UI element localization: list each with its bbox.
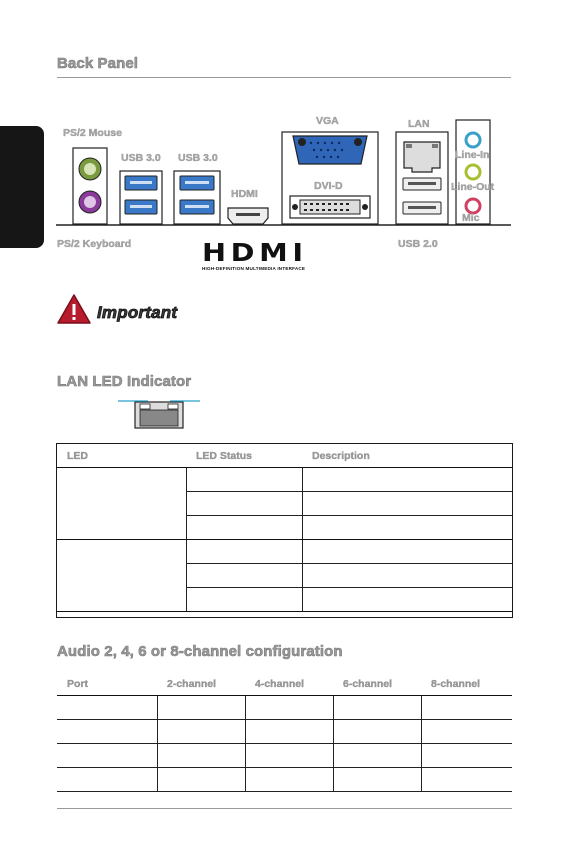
led-left-icon bbox=[140, 404, 150, 409]
led-right-icon bbox=[168, 404, 178, 409]
ps2-keyboard-label: PS/2 Keyboard bbox=[57, 238, 132, 250]
lan-table-frame bbox=[56, 443, 513, 618]
audio-col-header: 4-channel bbox=[245, 672, 333, 696]
lan-col-header: LED Status bbox=[186, 444, 302, 468]
audio-col-header: 6-channel bbox=[333, 672, 421, 696]
lan-col-header: LED bbox=[57, 444, 186, 468]
audio-table-header-row bbox=[57, 672, 512, 696]
footer-divider bbox=[57, 808, 512, 809]
audio-config-title: Audio 2, 4, 6 or 8-channel configuration bbox=[57, 643, 343, 660]
important-label: Important bbox=[97, 303, 178, 322]
usb30-label: USB 3.0 bbox=[121, 152, 161, 164]
ps2-mouse-label: PS/2 Mouse bbox=[63, 127, 122, 139]
table-row bbox=[57, 744, 512, 768]
dvi-d-label: DVI-D bbox=[314, 180, 343, 192]
table-row bbox=[57, 696, 512, 720]
warning-icon bbox=[56, 293, 92, 325]
back-panel-title: Back Panel bbox=[57, 55, 139, 72]
lan-led-title: LAN LED Indicator bbox=[57, 373, 192, 390]
back-panel-diagram bbox=[56, 112, 516, 232]
lan-label: LAN bbox=[408, 118, 430, 130]
side-tab bbox=[0, 126, 44, 248]
table-row bbox=[57, 720, 512, 744]
hdmi-logo bbox=[202, 240, 312, 271]
line-in-jack-icon bbox=[466, 133, 480, 147]
hdmi-logo-text: HDMI bbox=[202, 238, 308, 267]
audio-col-header: 8-channel bbox=[421, 672, 512, 696]
lan-led-diagram bbox=[118, 396, 206, 432]
audio-config-table bbox=[57, 672, 512, 792]
mic-label: Mic bbox=[462, 212, 480, 224]
audio-col-header: Port bbox=[57, 672, 157, 696]
mic-jack-icon bbox=[466, 199, 480, 213]
line-in-label: Line-In bbox=[455, 149, 490, 161]
line-out-label: Line-Out bbox=[451, 181, 495, 193]
table-row bbox=[57, 768, 512, 792]
usb30-label: USB 3.0 bbox=[178, 152, 218, 164]
back-panel-divider bbox=[57, 77, 511, 78]
lan-col-header: Description bbox=[302, 444, 512, 468]
audio-col-header: 2-channel bbox=[157, 672, 245, 696]
vga-label: VGA bbox=[316, 115, 339, 127]
hdmi-label: HDMI bbox=[231, 188, 258, 200]
line-out-jack-icon bbox=[466, 165, 480, 179]
hdmi-logo-subtext: HIGH-DEFINITION MULTIMEDIA INTERFACE bbox=[202, 266, 306, 271]
usb20-label: USB 2.0 bbox=[398, 238, 438, 250]
